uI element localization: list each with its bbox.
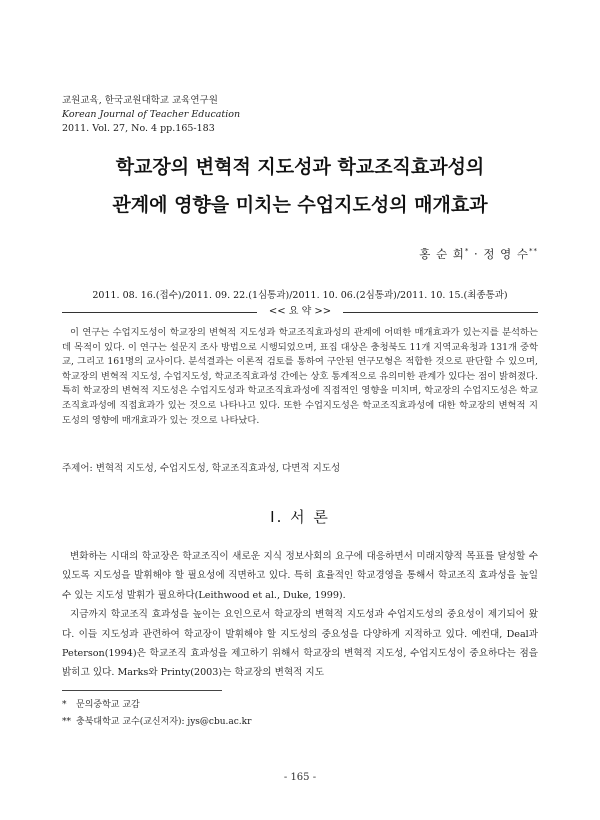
paper-title-line-2: 관계에 영향을 미치는 수업지도성의 매개효과 <box>112 194 488 216</box>
footnote-1 <box>62 697 251 714</box>
journal-english-name: Korean Journal of Teacher Education <box>62 109 241 120</box>
authors <box>419 246 538 262</box>
section-heading-introduction: Ⅰ. 서 론 <box>270 508 330 526</box>
keywords: 주제어: 변혁적 지도성, 수업지도성, 학교조직효과성, 다면적 지도성 <box>62 463 341 474</box>
journal-header <box>62 94 240 136</box>
footnote-1-text: 문의중학교 교감 <box>76 700 140 710</box>
abstract-text: 이 연구는 수업지도성이 학교장의 변혁적 지도성과 학교조직효과성의 관계에 어떠한 매개효과가 있는지를 분석하는 데 목적이 있다. 이 연구는 설문지 조사 방법으로 시행되었으며, 표집 대상은 충청북도 11개 지역교육청과 131개 중학교, 그리고 161명의 교사이다. 분석결과는 이론적 검토를 통하여 구안된 연구모형은 적합한 것으로 판단할 수 있으며, 학교장의 변혁적 지도성, 수업지도성, 학교조직효과성 간에는 상호 통계적으로 유의미한 관계가 있다는 점이 밝혀졌다. 특히 학교장의 변혁적 지도성은 수업지도성과 학교조직효과성에 직접적인 영향을 미치며, 학교장의 수업지도성은 학교조직효과성에 직접효과가 있는 것으로 나타나고 있다. 또한 수업지도성은 학교조직효과성에 대한 학교장의 변혁적 지도성의 영향에 매개효과가 있는 것으로 나타났다. <box>62 327 538 426</box>
journal-volume-info: 2011. Vol. 27, No. 4 pp.165-183 <box>62 123 215 134</box>
footnote-rule <box>62 690 222 691</box>
author-2-mark: ** <box>529 247 538 256</box>
summary-label: << 요 약 >> <box>268 306 332 317</box>
summary-heading <box>62 306 538 318</box>
author-2: 정 영 수 <box>483 247 529 261</box>
author-1: 홍 순 희 <box>419 247 465 261</box>
footnote-2-text: 충북대학교 교수(교신저자): jys@cbu.ac.kr <box>76 717 252 727</box>
footnote-1-mark: * <box>62 700 67 710</box>
author-separator: · <box>469 247 484 261</box>
footnote-2 <box>62 714 251 731</box>
author-1-mark: * <box>464 247 470 256</box>
journal-korean-name: 교원교육, 한국교원대학교 교육연구원 <box>62 95 218 106</box>
review-dates: 2011. 08. 16.(접수)/2011. 09. 22.(1심통과)/2011. 10. 06.(2심통과)/2011. 10. 15.(최종통과) <box>92 290 508 301</box>
body-paragraph-2: 지금까지 학교조직 효과성을 높이는 요인으로서 학교장의 변혁적 지도성과 수업지도성의 중요성이 제기되어 왔다. 이들 지도성과 관련하여 학교장이 발휘해야 할 지도성의 중요성을 다양하게 지적하고 있다. 예컨대, Deal과 Peterson(1994)은 학교조직 효과성을 제고하기 위해서 학교장의 변혁적 지도성, 수업지도성이 중요하다는 점을 밝히고 있다. Marks와 Printy(2003)는 학교장의 변혁적 지도 <box>62 609 538 679</box>
footnote-2-mark: ** <box>62 717 71 727</box>
page-number: - 165 - <box>283 772 317 783</box>
footnotes <box>62 697 251 731</box>
summary-rule-right <box>343 312 538 313</box>
body-paragraph-1: 변화하는 시대의 학교장은 학교조직이 새로운 지식 정보사회의 요구에 대응하면서 미래지향적 목표를 달성할 수 있도록 지도성을 발휘해야 할 필요성에 직면하고 있다. 특히 효율적인 학교경영을 통해서 학교조직 효과성을 높일 수 있는 지도성 발휘가 필요하다(Leithwood et al., Duke, 1999). <box>62 551 538 601</box>
body-text <box>62 547 538 683</box>
paper-title-line-1: 학교장의 변혁적 지도성과 학교조직효과성의 <box>115 156 485 178</box>
